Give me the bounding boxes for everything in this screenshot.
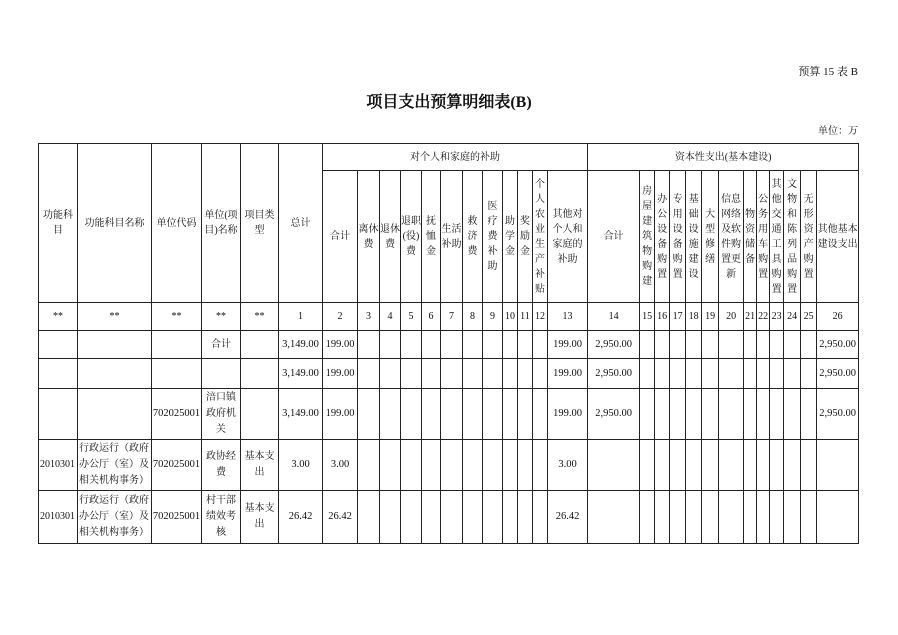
column-index: 26	[817, 303, 859, 331]
amount-cell	[655, 491, 670, 544]
column-index: **	[241, 303, 279, 331]
total-header: 总计	[279, 144, 323, 303]
amount-cell	[358, 389, 380, 440]
column-index: **	[78, 303, 152, 331]
amount-cell	[702, 331, 719, 359]
amount-cell: 199.00	[323, 389, 358, 440]
unit-name-cell: 政协经费	[202, 440, 241, 491]
total-cell: 3.00	[279, 440, 323, 491]
amount-cell	[719, 491, 744, 544]
amount-cell	[719, 389, 744, 440]
capital-column-header: 房屋建筑物购建	[640, 171, 655, 303]
column-index: 12	[533, 303, 548, 331]
amount-cell	[518, 440, 533, 491]
column-index: 20	[719, 303, 744, 331]
amount-cell	[744, 331, 757, 359]
amount-cell	[518, 491, 533, 544]
amount-cell	[588, 491, 640, 544]
amount-cell: 2,950.00	[817, 359, 859, 389]
capital-column-header: 基础设施建设	[686, 171, 702, 303]
amount-cell: 2,950.00	[588, 359, 640, 389]
amount-cell	[757, 491, 770, 544]
column-index: **	[202, 303, 241, 331]
amount-cell	[422, 389, 441, 440]
personal-column-header: 奖励金	[518, 171, 533, 303]
unit-label: 单位：万	[818, 126, 858, 137]
amount-cell	[518, 389, 533, 440]
amount-cell	[670, 491, 686, 544]
personal-column-header: 合计	[323, 171, 358, 303]
amount-cell: 199.00	[323, 331, 358, 359]
amount-cell	[757, 440, 770, 491]
amount-cell	[401, 331, 422, 359]
total-cell: 3,149.00	[279, 331, 323, 359]
amount-cell	[483, 359, 503, 389]
unit-code-cell: 702025001	[152, 440, 202, 491]
amount-cell	[770, 331, 784, 359]
column-index: 6	[422, 303, 441, 331]
amount-cell	[784, 491, 801, 544]
amount-cell	[483, 440, 503, 491]
amount-cell	[702, 491, 719, 544]
amount-cell	[380, 440, 401, 491]
amount-cell	[503, 359, 518, 389]
amount-cell	[744, 440, 757, 491]
project-type-cell	[241, 389, 279, 440]
amount-cell	[533, 491, 548, 544]
amount-cell	[463, 331, 483, 359]
amount-cell	[533, 440, 548, 491]
amount-cell	[655, 359, 670, 389]
amount-cell	[441, 359, 463, 389]
amount-cell	[533, 389, 548, 440]
amount-cell	[401, 491, 422, 544]
unit-name-cell	[202, 359, 241, 389]
amount-cell	[533, 331, 548, 359]
amount-cell	[801, 491, 817, 544]
amount-cell	[670, 359, 686, 389]
table-header	[39, 144, 859, 303]
function-code-header: 功能科目	[39, 144, 78, 303]
function-name-cell	[78, 389, 152, 440]
amount-cell: 3.00	[548, 440, 588, 491]
project-type-cell	[241, 331, 279, 359]
amount-cell	[744, 389, 757, 440]
column-index: 16	[655, 303, 670, 331]
amount-cell	[358, 331, 380, 359]
capital-column-header: 其他基本建设支出	[817, 171, 859, 303]
group-header-capital: 资本性支出(基本建设)	[588, 144, 859, 171]
amount-cell	[719, 440, 744, 491]
personal-column-header: 生活补助	[441, 171, 463, 303]
amount-cell	[719, 331, 744, 359]
amount-cell	[463, 440, 483, 491]
amount-cell	[358, 359, 380, 389]
amount-cell: 26.42	[323, 491, 358, 544]
function-name-header: 功能科目名称	[78, 144, 152, 303]
unit-code-cell	[152, 331, 202, 359]
amount-cell	[670, 389, 686, 440]
amount-cell	[640, 331, 655, 359]
amount-cell	[757, 331, 770, 359]
amount-cell	[801, 331, 817, 359]
table-row	[39, 491, 859, 544]
amount-cell	[518, 331, 533, 359]
function-code-cell	[39, 331, 78, 359]
unit-name-cell: 合计	[202, 331, 241, 359]
amount-cell	[380, 331, 401, 359]
amount-cell: 199.00	[323, 359, 358, 389]
amount-cell	[401, 440, 422, 491]
amount-cell	[483, 331, 503, 359]
amount-cell	[744, 359, 757, 389]
capital-column-header: 其他交通工具购置	[770, 171, 784, 303]
amount-cell	[401, 389, 422, 440]
column-index: 5	[401, 303, 422, 331]
amount-cell	[640, 491, 655, 544]
column-index: 1	[279, 303, 323, 331]
column-index: 7	[441, 303, 463, 331]
amount-cell	[441, 389, 463, 440]
capital-column-header: 文物和陈列品购置	[784, 171, 801, 303]
function-name-cell: 行政运行（政府办公厅（室）及相关机构事务）	[78, 491, 152, 544]
amount-cell	[744, 491, 757, 544]
amount-cell	[719, 359, 744, 389]
function-code-cell	[39, 359, 78, 389]
unit-code-cell	[152, 359, 202, 389]
column-index: 24	[784, 303, 801, 331]
amount-cell	[686, 331, 702, 359]
amount-cell	[503, 389, 518, 440]
capital-column-header: 信息网络及软件购置更新	[719, 171, 744, 303]
capital-column-header: 办公设备购置	[655, 171, 670, 303]
amount-cell	[518, 359, 533, 389]
amount-cell	[655, 331, 670, 359]
amount-cell	[401, 359, 422, 389]
amount-cell	[380, 359, 401, 389]
table-row	[39, 331, 859, 359]
amount-cell	[503, 440, 518, 491]
function-code-cell: 2010301	[39, 440, 78, 491]
amount-cell	[422, 440, 441, 491]
amount-cell	[503, 331, 518, 359]
amount-cell: 2,950.00	[817, 389, 859, 440]
column-index: 17	[670, 303, 686, 331]
amount-cell	[686, 359, 702, 389]
column-index: **	[39, 303, 78, 331]
amount-cell	[483, 389, 503, 440]
amount-cell	[686, 491, 702, 544]
column-index: 21	[744, 303, 757, 331]
capital-column-header: 大型修缮	[702, 171, 719, 303]
amount-cell	[463, 389, 483, 440]
amount-cell	[757, 359, 770, 389]
function-name-cell	[78, 359, 152, 389]
amount-cell	[422, 491, 441, 544]
amount-cell	[441, 440, 463, 491]
column-index: 2	[323, 303, 358, 331]
capital-column-header: 公务用车购置	[757, 171, 770, 303]
column-index: 4	[380, 303, 401, 331]
capital-column-header: 专用设备购置	[670, 171, 686, 303]
unit-code-cell: 702025001	[152, 491, 202, 544]
unit-name-header: 单位(项目)名称	[202, 144, 241, 303]
personal-column-header: 个人农业生产补贴	[533, 171, 548, 303]
amount-cell: 3.00	[323, 440, 358, 491]
column-index: 10	[503, 303, 518, 331]
amount-cell	[670, 331, 686, 359]
capital-column-header: 无形资产购置	[801, 171, 817, 303]
amount-cell	[640, 359, 655, 389]
column-index: 9	[483, 303, 503, 331]
amount-cell	[801, 359, 817, 389]
project-type-cell	[241, 359, 279, 389]
column-index: 22	[757, 303, 770, 331]
amount-cell	[358, 440, 380, 491]
function-code-cell: 2010301	[39, 491, 78, 544]
amount-cell	[702, 440, 719, 491]
project-type-cell: 基本支出	[241, 491, 279, 544]
personal-column-header: 退职(役)费	[401, 171, 422, 303]
personal-column-header: 救济费	[463, 171, 483, 303]
amount-cell	[801, 440, 817, 491]
amount-cell	[784, 389, 801, 440]
amount-cell	[770, 440, 784, 491]
amount-cell	[801, 389, 817, 440]
amount-cell: 199.00	[548, 359, 588, 389]
amount-cell	[702, 359, 719, 389]
amount-cell	[483, 491, 503, 544]
amount-cell	[503, 491, 518, 544]
unit-code-header: 单位代码	[152, 144, 202, 303]
project-type-cell: 基本支出	[241, 440, 279, 491]
table-body	[39, 303, 859, 544]
unit-code-cell: 702025001	[152, 389, 202, 440]
budget-table	[38, 143, 859, 544]
amount-cell	[784, 359, 801, 389]
amount-cell	[380, 491, 401, 544]
amount-cell	[588, 440, 640, 491]
total-cell: 26.42	[279, 491, 323, 544]
capital-column-header: 合计	[588, 171, 640, 303]
table-row	[39, 359, 859, 389]
amount-cell	[380, 389, 401, 440]
amount-cell	[784, 331, 801, 359]
amount-cell	[463, 491, 483, 544]
column-index: 8	[463, 303, 483, 331]
column-index: 25	[801, 303, 817, 331]
form-id: 预算 15 表 B	[798, 66, 858, 78]
amount-cell	[686, 389, 702, 440]
total-cell: 3,149.00	[279, 389, 323, 440]
column-index: 3	[358, 303, 380, 331]
amount-cell	[640, 440, 655, 491]
group-header-personal: 对个人和家庭的补助	[323, 144, 588, 171]
column-index: 11	[518, 303, 533, 331]
personal-column-header: 医疗费补助	[483, 171, 503, 303]
column-index: 19	[702, 303, 719, 331]
personal-column-header: 离休费	[358, 171, 380, 303]
unit-name-cell: 涪口镇政府机关	[202, 389, 241, 440]
function-name-cell	[78, 331, 152, 359]
unit-name-cell: 村干部绩效考核	[202, 491, 241, 544]
amount-cell	[770, 359, 784, 389]
personal-column-header: 退休费	[380, 171, 401, 303]
column-index: 13	[548, 303, 588, 331]
amount-cell	[463, 359, 483, 389]
amount-cell	[757, 389, 770, 440]
amount-cell: 2,950.00	[588, 389, 640, 440]
amount-cell	[770, 491, 784, 544]
amount-cell	[655, 389, 670, 440]
amount-cell: 2,950.00	[817, 331, 859, 359]
column-index: 14	[588, 303, 640, 331]
personal-column-header: 其他对个人和家庭的补助	[548, 171, 588, 303]
amount-cell	[533, 359, 548, 389]
amount-cell	[702, 389, 719, 440]
column-index: **	[152, 303, 202, 331]
column-index: 15	[640, 303, 655, 331]
amount-cell	[784, 440, 801, 491]
total-cell: 3,149.00	[279, 359, 323, 389]
amount-cell	[770, 389, 784, 440]
column-index: 23	[770, 303, 784, 331]
index-row	[39, 303, 859, 331]
function-name-cell: 行政运行（政府办公厅（室）及相关机构事务）	[78, 440, 152, 491]
amount-cell	[686, 440, 702, 491]
amount-cell: 26.42	[548, 491, 588, 544]
amount-cell	[817, 491, 859, 544]
amount-cell	[640, 389, 655, 440]
personal-column-header: 助学金	[503, 171, 518, 303]
amount-cell	[441, 331, 463, 359]
amount-cell	[422, 359, 441, 389]
table-row	[39, 440, 859, 491]
amount-cell: 2,950.00	[588, 331, 640, 359]
amount-cell	[422, 331, 441, 359]
capital-column-header: 物资储备	[744, 171, 757, 303]
function-code-cell	[39, 389, 78, 440]
table-row	[39, 389, 859, 440]
header-row	[39, 144, 859, 171]
column-index: 18	[686, 303, 702, 331]
amount-cell	[670, 440, 686, 491]
amount-cell	[358, 491, 380, 544]
page-title: 项目支出预算明细表(B)	[366, 94, 532, 111]
project-type-header: 项目类型	[241, 144, 279, 303]
amount-cell: 199.00	[548, 389, 588, 440]
amount-cell	[655, 440, 670, 491]
amount-cell	[441, 491, 463, 544]
personal-column-header: 抚恤金	[422, 171, 441, 303]
amount-cell: 199.00	[548, 331, 588, 359]
amount-cell	[817, 440, 859, 491]
